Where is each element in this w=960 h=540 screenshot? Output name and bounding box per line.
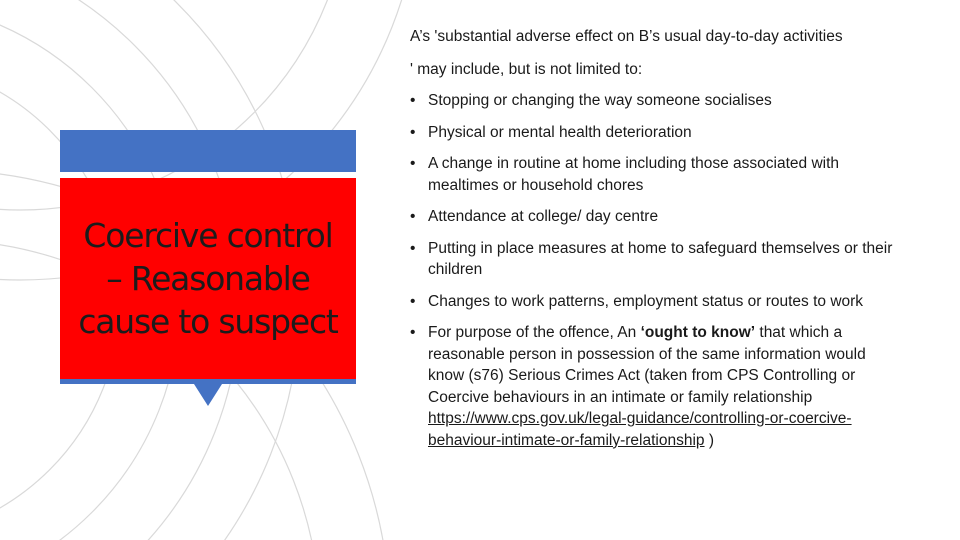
- content-area: [410, 26, 900, 461]
- bullet-dot: •: [410, 208, 416, 225]
- bullet-text: Changes to work patterns, employment status or routes to work: [428, 292, 864, 310]
- intro-text: A’s 'substantial adverse effect on B’s usual day-to-day activities: [410, 28, 843, 45]
- bullet-text-middle: that which a reasonable person in possession of the same information would know (s76) Serious Crimes Act (taken from CPS Controlling or Coercive behaviours in an intimate or family relationship: [428, 324, 866, 406]
- intro-text-continued: ' may include, but is not limited to:: [410, 60, 643, 78]
- bullet-item: [410, 90, 900, 112]
- pointer-triangle: [194, 384, 222, 406]
- bullet-text: Attendance at college/ day centre: [428, 208, 659, 225]
- bullet-item: [410, 153, 900, 196]
- bullet-text: [428, 324, 866, 449]
- slide-title: [78, 214, 337, 343]
- bullet-item-ought-to-know: [410, 322, 900, 451]
- bullet-dot: •: [410, 155, 416, 172]
- bullet-dot: •: [410, 239, 416, 257]
- bullet-text-start: For purpose of the offence, An: [428, 324, 641, 341]
- bullet-item: [410, 122, 900, 144]
- bullet-list: [410, 90, 900, 451]
- bullet-text: A change in routine at home including those associated with mealtimes or household chores: [428, 155, 840, 194]
- bullet-dot: •: [410, 292, 416, 310]
- bullet-text: Physical or mental health deterioration: [428, 123, 692, 141]
- accent-strip: [60, 130, 356, 172]
- title-box: [60, 178, 356, 384]
- bullet-text-end: ): [704, 431, 714, 449]
- bullet-text: Putting in place measures at home to safeguard themselves or their children: [428, 239, 893, 278]
- bullet-item: [410, 291, 900, 313]
- ought-to-know-emphasis: ‘ought to know’: [640, 324, 756, 341]
- bullet-dot: •: [410, 123, 416, 141]
- bullet-dot: •: [410, 92, 416, 109]
- title-panel: [60, 130, 356, 384]
- title-line: Coercive control: [83, 216, 333, 255]
- bullet-item: [410, 238, 900, 281]
- bullet-text: Stopping or changing the way someone socialises: [428, 92, 772, 109]
- title-line: cause to suspect: [78, 302, 338, 341]
- title-line: – Reasonable: [106, 259, 310, 298]
- cps-guidance-link[interactable]: https://www.cps.gov.uk/legal-guidance/controlling-or-coercive-behaviour-intimate-or-family-relationship: [428, 410, 852, 449]
- bullet-dot: •: [410, 324, 416, 341]
- bullet-item: [410, 206, 900, 228]
